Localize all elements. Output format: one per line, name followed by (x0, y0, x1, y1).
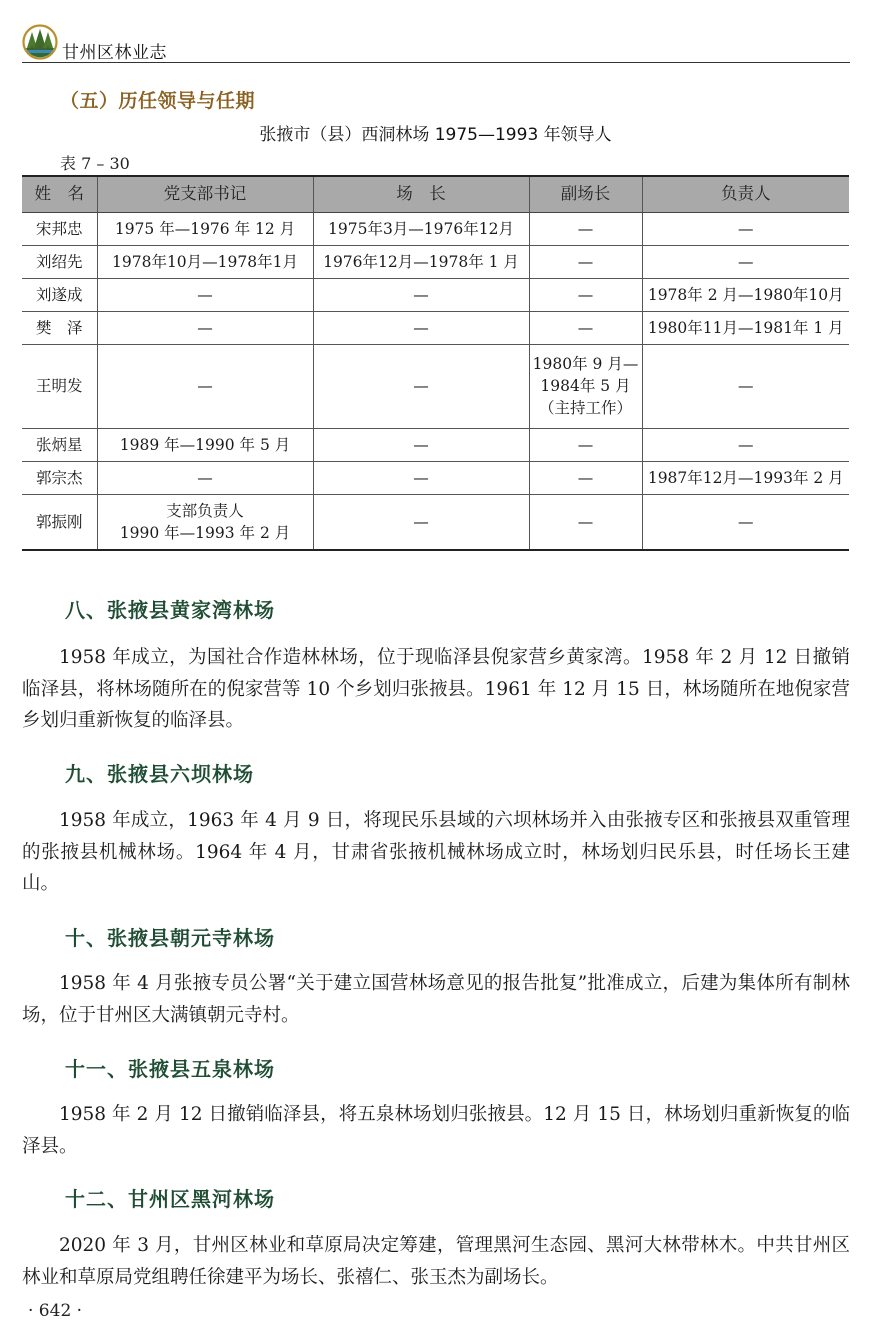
cell-deputy: — (529, 245, 642, 278)
cell-deputy: — (529, 461, 642, 494)
cell-deputy-line: （主持工作） (538, 399, 632, 417)
cell-secretary (97, 494, 313, 550)
cell-director: — (313, 428, 529, 461)
cell-responsible: — (642, 245, 849, 278)
section-heading: 十、张掖县朝元寺林场 (65, 926, 275, 950)
page-number: · 642 · (28, 1301, 83, 1321)
cell-secretary: — (97, 461, 313, 494)
section-paragraph: 2020 年 3 月，甘州区林业和草原局决定筹建，管理黑河生态园、黑河大林带林木。中共甘州区林业和草原局党组聘任徐建平为场长、张禧仁、张玉杰为副场长。 (22, 1235, 850, 1288)
table-title: 张掖市（县）西洞林场 1975—1993 年领导人 (259, 125, 612, 145)
cell-responsible: — (642, 428, 849, 461)
cell-deputy (529, 344, 642, 428)
column-header-secretary: 党支部书记 (97, 176, 313, 212)
table-row (22, 245, 849, 278)
column-header-director: 场 长 (313, 176, 529, 212)
cell-deputy: — (529, 428, 642, 461)
section-heading: 九、张掖县六坝林场 (65, 762, 254, 786)
column-header-name: 姓 名 (22, 176, 97, 212)
cell-deputy-line: 1984年 5 月 (540, 377, 631, 395)
table-row (22, 428, 849, 461)
table-row (22, 461, 849, 494)
cell-name: 郭宗杰 (22, 461, 97, 494)
cell-director: — (313, 344, 529, 428)
section-paragraph: 1958 年 4 月张掖专员公署“关于建立国营林场意见的报告批复”批准成立，后建为集体所有制林场，位于甘州区大满镇朝元寺村。 (22, 973, 850, 1026)
section-heading: 十一、张掖县五泉林场 (65, 1057, 275, 1081)
cell-secretary: 1989 年—1990 年 5 月 (97, 428, 313, 461)
cell-secretary: — (97, 278, 313, 311)
section-paragraph: 1958 年 2 月 12 日撤销临泽县，将五泉林场划归张掖县。12 月 15 日，林场划归重新恢复的临泽县。 (22, 1104, 850, 1157)
section-heading: 十二、甘州区黑河林场 (65, 1187, 275, 1211)
cell-secretary: — (97, 344, 313, 428)
cell-name: 刘遂成 (22, 278, 97, 311)
cell-deputy: — (529, 278, 642, 311)
cell-secretary: — (97, 311, 313, 344)
column-header-responsible: 负责人 (642, 176, 849, 212)
cell-name: 郭振刚 (22, 494, 97, 550)
cell-secretary-line: 支部负责人 (166, 501, 244, 520)
cell-director: — (313, 461, 529, 494)
forest-logo-icon (22, 24, 58, 60)
cell-deputy: — (529, 311, 642, 344)
cell-secretary: 1978年10月—1978年1月 (97, 245, 313, 278)
cell-responsible: — (642, 212, 849, 245)
cell-name: 宋邦忠 (22, 212, 97, 245)
table-row (22, 212, 849, 245)
cell-responsible: — (642, 344, 849, 428)
table-number: 表 7 – 30 (60, 154, 130, 173)
cell-responsible: 1978年 2 月—1980年10月 (642, 278, 849, 311)
table-row (22, 311, 849, 344)
table-row (22, 344, 849, 428)
cell-name: 王明发 (22, 344, 97, 428)
subsection-heading: （五）历任领导与任期 (60, 90, 256, 112)
column-header-deputy: 副场长 (529, 176, 642, 212)
cell-name: 张炳星 (22, 428, 97, 461)
cell-responsible: 1987年12月—1993年 2 月 (642, 461, 849, 494)
section-paragraph: 1958 年成立，1963 年 4 月 9 日，将现民乐县域的六坝林场并入由张掖专区和张掖县双重管理的张掖县机械林场。1964 年 4 月，甘肃省张掖机械林场成立时，林场划归民乐县，时任场长王建山。 (22, 810, 850, 894)
cell-deputy: — (529, 212, 642, 245)
cell-secretary-line: 1990 年—1993 年 2 月 (119, 523, 291, 542)
section-heading: 八、张掖县黄家湾林场 (65, 598, 275, 622)
cell-deputy-line: 1980年 9 月— (532, 355, 639, 373)
cell-responsible: 1980年11月—1981年 1 月 (642, 311, 849, 344)
cell-name: 刘绍先 (22, 245, 97, 278)
cell-director: — (313, 311, 529, 344)
cell-responsible: — (642, 494, 849, 550)
cell-secretary: 1975 年—1976 年 12 月 (97, 212, 313, 245)
cell-director: 1976年12月—1978年 1 月 (313, 245, 529, 278)
cell-name: 樊 泽 (22, 311, 97, 344)
table-row (22, 278, 849, 311)
table-row (22, 494, 849, 550)
cell-director: — (313, 278, 529, 311)
cell-director: — (313, 494, 529, 550)
cell-director: 1975年3月—1976年12月 (313, 212, 529, 245)
book-title: 甘州区林业志 (62, 43, 167, 63)
leaders-table (22, 175, 849, 551)
header-divider (22, 62, 850, 63)
table-header-row (22, 176, 849, 212)
section-paragraph: 1958 年成立，为国社合作造林林场，位于现临泽县倪家营乡黄家湾。1958 年 2 月 12 日撤销临泽县，将林场随所在的倪家营等 10 个乡划归张掖县。1961 年 12 月 15 日，林场随所在地倪家营乡划归重新恢复的临泽县。 (22, 647, 850, 731)
cell-deputy: — (529, 494, 642, 550)
